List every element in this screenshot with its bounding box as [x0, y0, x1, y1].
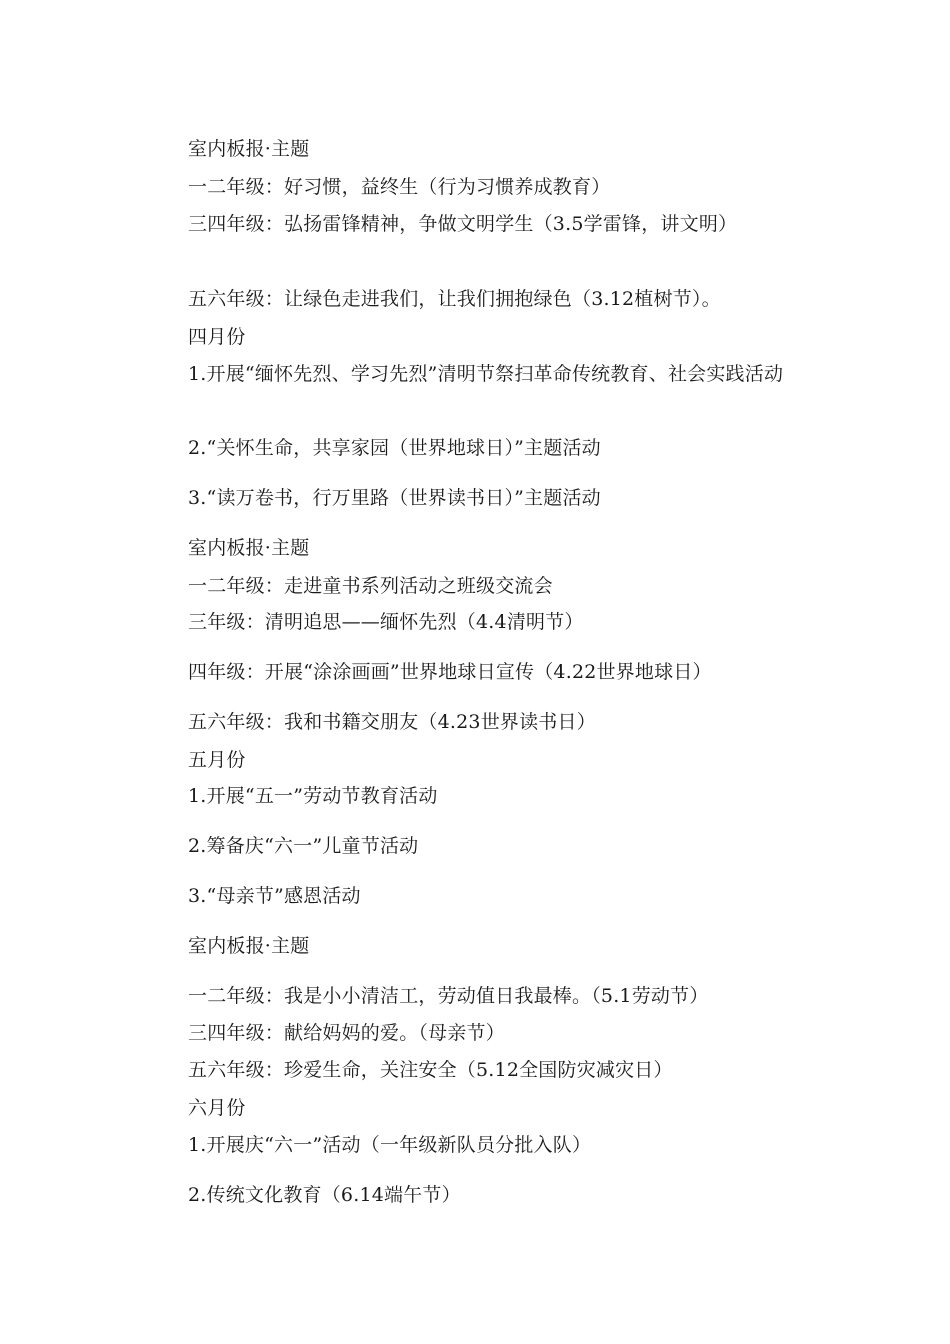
text-paragraph: 1.开展“缅怀先烈、学习先烈”清明节祭扫革命传统教育、社会实践活动	[188, 363, 784, 385]
text-line: 一二年级：我是小小清洁工，劳动值日我最棒。（5.1劳动节）	[188, 985, 709, 1007]
month-heading-may: 五月份	[188, 749, 246, 771]
text-line: 五六年级：让绿色走进我们，让我们拥抱绿色（3.12植树节）。	[188, 288, 721, 310]
text-line: 3.“母亲节”感恩活动	[188, 885, 361, 907]
text-line: 三年级：清明追思——缅怀先烈（4.4清明节）	[188, 611, 584, 633]
section-heading-board-theme: 室内板报·主题	[188, 537, 310, 559]
text-line: 1.开展“五一”劳动节教育活动	[188, 785, 438, 807]
text-line: 五六年级：我和书籍交朋友（4.23世界读书日）	[188, 711, 596, 733]
month-heading-june: 六月份	[188, 1097, 246, 1119]
text-line: 2.传统文化教育（6.14端午节）	[188, 1184, 461, 1206]
month-heading-april: 四月份	[188, 326, 246, 348]
section-heading-board-theme: 室内板报·主题	[188, 935, 310, 957]
text-line: 一二年级：走进童书系列活动之班级交流会	[188, 575, 553, 597]
text-line: 四年级：开展“涂涂画画”世界地球日宣传（4.22世界地球日）	[188, 661, 712, 683]
text-line: 一二年级：好习惯，益终生（行为习惯养成教育）	[188, 176, 611, 198]
text-line: 三四年级：献给妈妈的爱。（母亲节）	[188, 1022, 505, 1044]
text-line: 1.开展庆“六一”活动（一年级新队员分批入队）	[188, 1134, 592, 1156]
text-line: 2.筹备庆“六一”儿童节活动	[188, 835, 419, 857]
text-line: 五六年级：珍爱生命，关注安全（5.12全国防灾减灾日）	[188, 1059, 673, 1081]
text-line: 2.“关怀生命，共享家园（世界地球日）”主题活动	[188, 437, 601, 459]
text-line: 三四年级：弘扬雷锋精神，争做文明学生（3.5学雷锋，讲文明）	[188, 213, 738, 235]
section-heading-board-theme: 室内板报·主题	[188, 138, 310, 160]
text-line: 3.“读万卷书，行万里路（世界读书日）”主题活动	[188, 487, 601, 509]
